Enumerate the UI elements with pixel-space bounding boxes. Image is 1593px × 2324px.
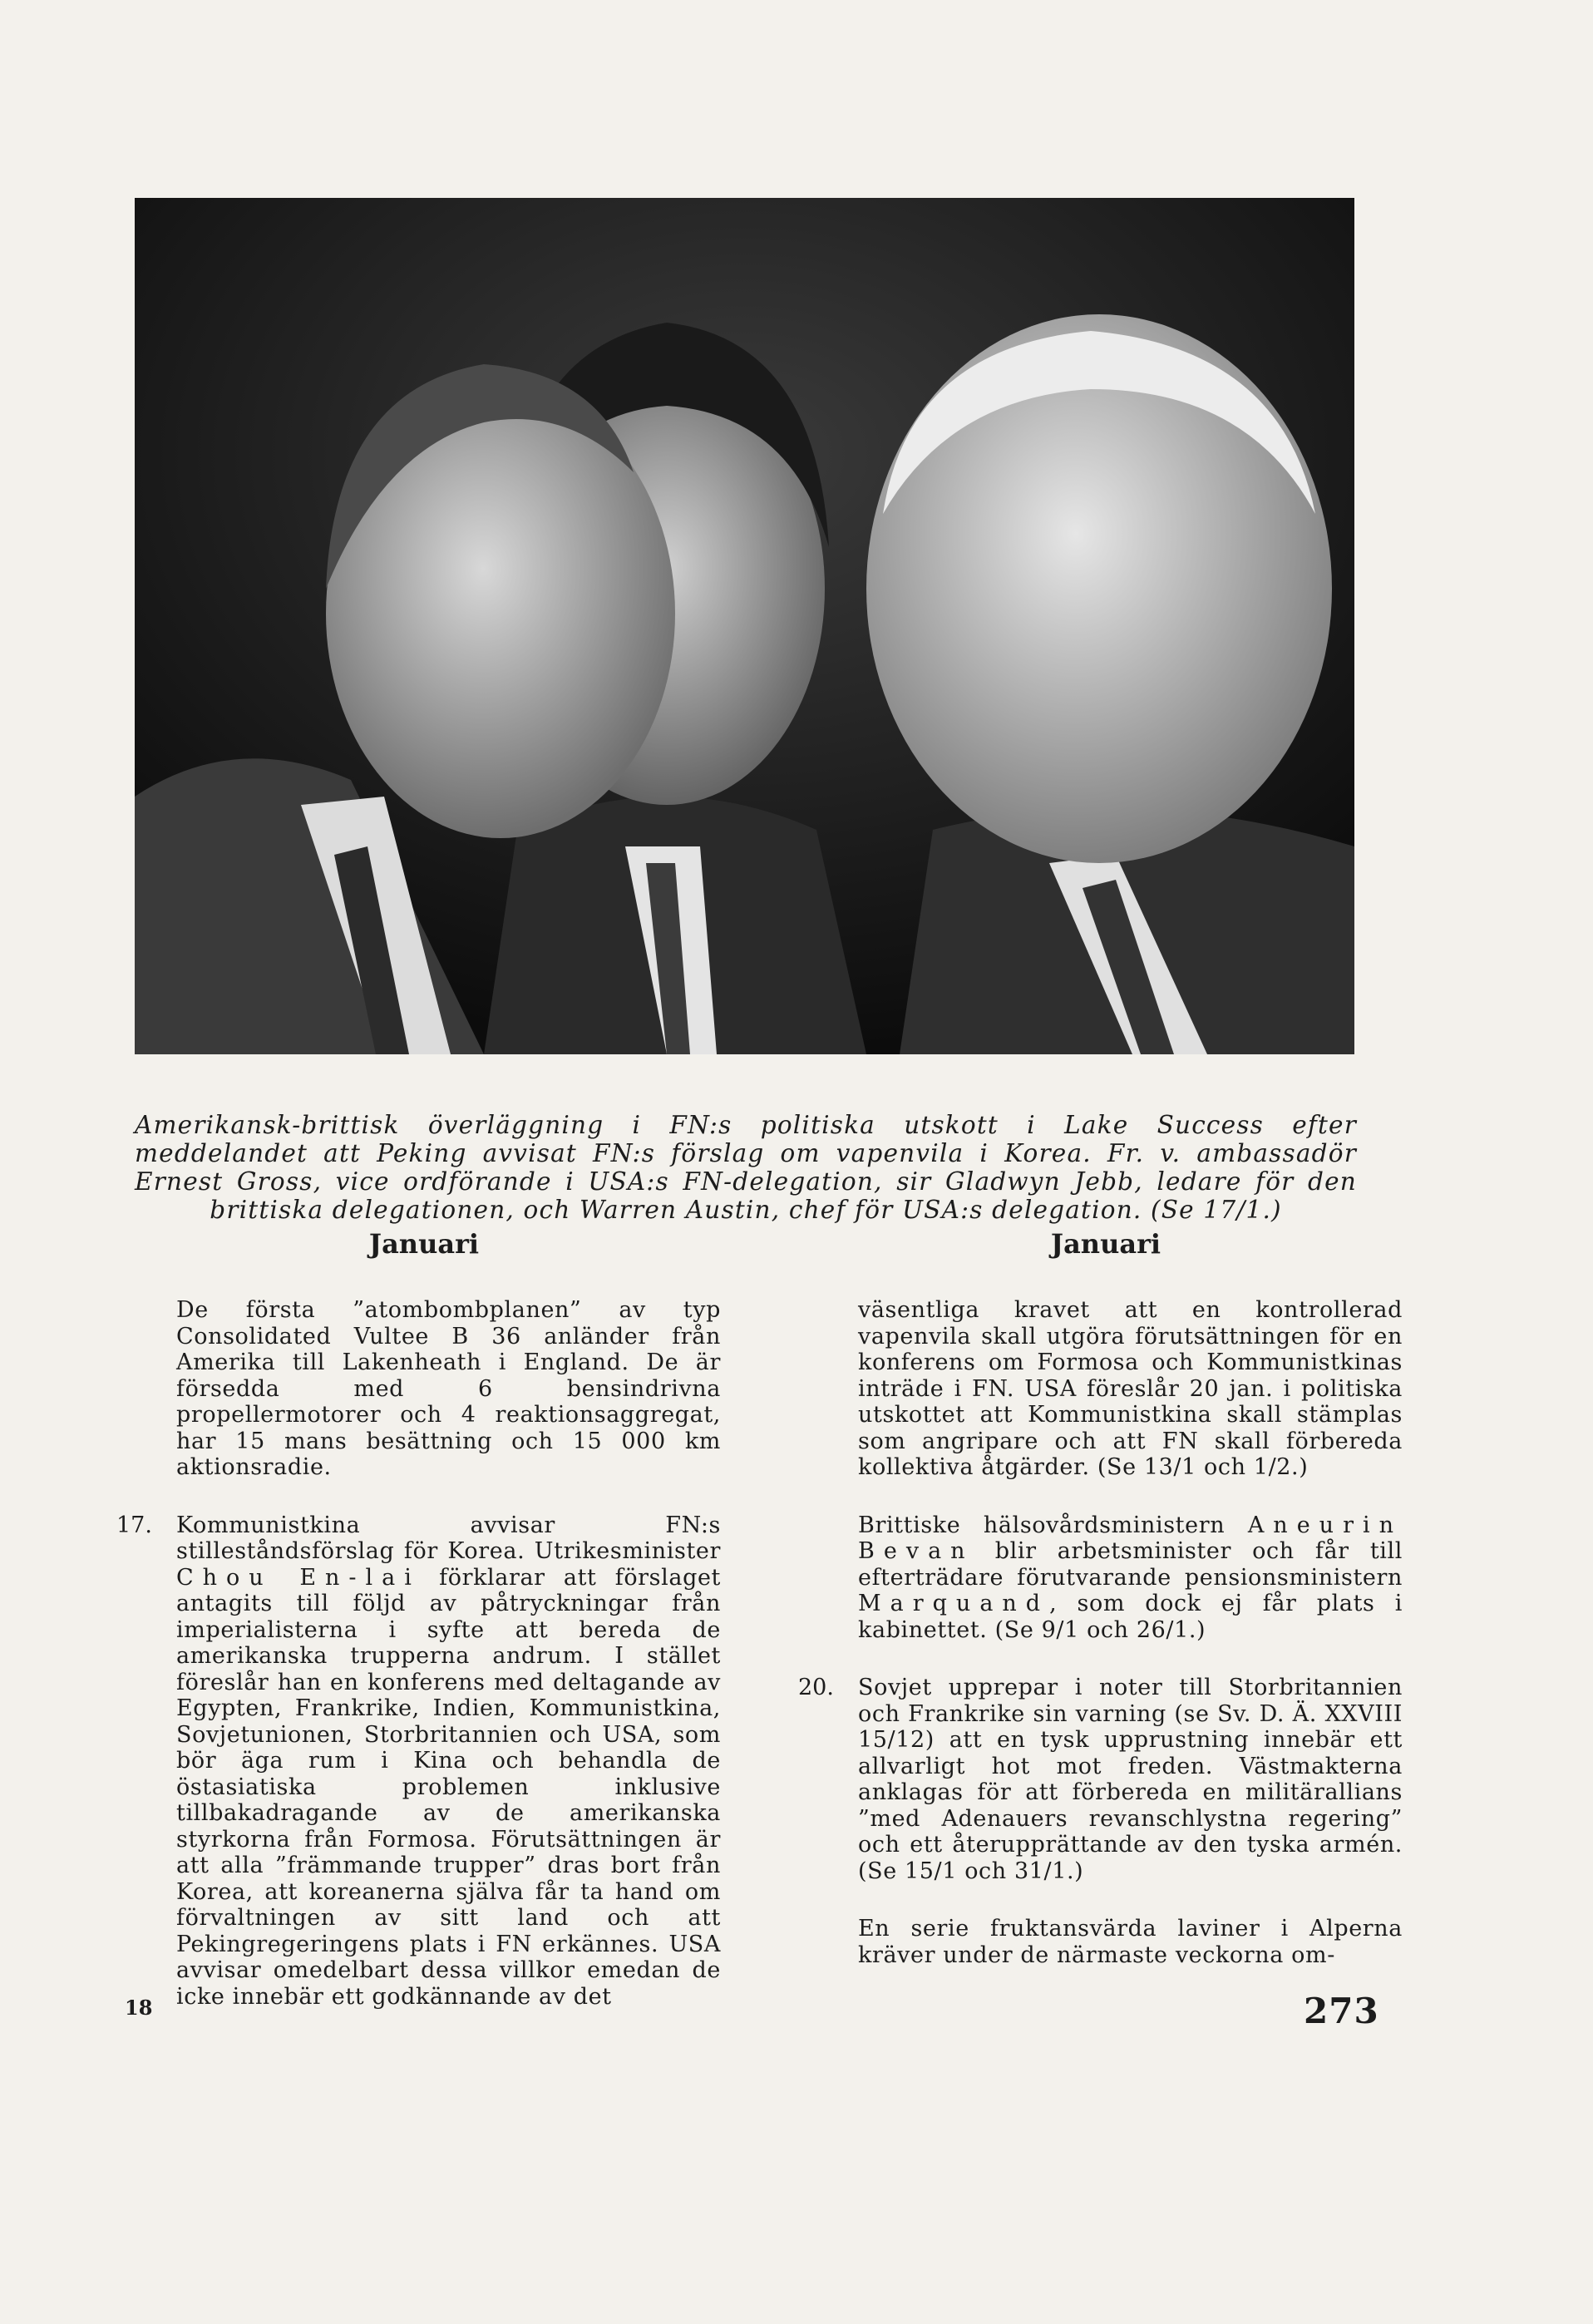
right-column xyxy=(798,1227,1413,2000)
entry-bevan xyxy=(798,1512,1413,1644)
entry-text: väsentliga kravet att en kontrollerad vapenvila skall utgöra förutsättningen för en konferens om Formosa och Kommunistkinas inträde i FN. USA föreslår 20 jan. i politiska utskottet att Kommunistkina skall stämplas som angripare och att FN skall förbereda kollektiva åtgärder. (Se 13/1 och 1/2.) xyxy=(858,1297,1403,1480)
entry-text: Sovjet upprepar i noter till Storbritannien och Frankrike sin varning (se Sv. D. Ä. XXVIII 15/12) att en tysk upprustning innebär ett allvarligt hot mot freden. Västmakterna anklagas för att förbereda en militärallians ”med Adenauers revanschlystna regering” och ett återupprättande av den tyska armén. (Se 15/1 och 31/1.) xyxy=(858,1675,1403,1884)
entry-laviner xyxy=(798,1916,1413,1968)
entry-20 xyxy=(798,1675,1413,1884)
delegates-photograph xyxy=(135,198,1354,1054)
entry-17 xyxy=(116,1512,732,2011)
entry-atombombplanen xyxy=(116,1297,732,1481)
entry-text: Brittiske hälsovårdsministern Aneurin Bevan blir arbetsminister och får till efterträdare förutvarande pensionsministern Marquand, som dock ej får plats i kabinettet. (Se 9/1 och 26/1.) xyxy=(858,1512,1403,1643)
entry-date: 17. xyxy=(116,1512,152,1538)
entry-date: 20. xyxy=(798,1675,834,1700)
photograph-icon xyxy=(135,198,1354,1054)
signature-number: 18 xyxy=(125,1996,153,2020)
entry-text: Kommunistkina avvisar FN:s stilleståndsförslag för Korea. Utrikesminister Chou En-lai förklarar att förslaget antagits till följd av påtryckningar från imperialisterna i syfte att bereda de amerikanska trupperna andrum. I stället föreslår han en konferens med deltagande av Egypten, Frankrike, Indien, Kommunistkina, Sovjetunionen, Storbritannien och USA, som bör äga rum i Kina och behandla de östasiatiska problemen inklusive tillbakadragande av de amerikanska styrkorna från Formosa. Förutsättningen är att alla ”främmande trupper” dras bort från Korea, att koreanerna själva får ta hand om förvaltningen av sitt land och att Pekingregeringens plats i FN erkännes. USA avvisar omedelbart dessa villkor emedan de icke innebär ett godkännande av det xyxy=(176,1512,721,2010)
photo-caption: Amerikansk-brittisk överläggning i FN:s politiska utskott i Lake Success efter meddelandet att Peking avvisat FN:s förslag om vapenvila i Korea. Fr. v. ambassadör Ernest Gross, vice ordförande i USA:s FN-delegation, sir Gladwyn Jebb, ledare för den brittiska delegationen, och Warren Austin, chef för USA:s delegation. (Se 17/1.) xyxy=(135,1110,1357,1224)
page-number: 273 xyxy=(1304,1991,1379,2031)
left-column xyxy=(116,1227,732,2041)
column-heading: Januari xyxy=(1050,1228,1161,1260)
entry-text: De första ”atombombplanen” av typ Consolidated Vultee B 36 anländer från Amerika till Lakenheath i England. De är försedda med 6 bensindrivna propellermotorer och 4 reaktionsaggregat, har 15 mans besättning och 15 000 km aktionsradie. xyxy=(176,1297,721,1480)
entry-vapenvila xyxy=(798,1297,1413,1481)
column-heading: Januari xyxy=(368,1228,480,1260)
entry-text: En serie fruktansvärda laviner i Alperna kräver under de närmaste veckorna om- xyxy=(858,1916,1403,1968)
